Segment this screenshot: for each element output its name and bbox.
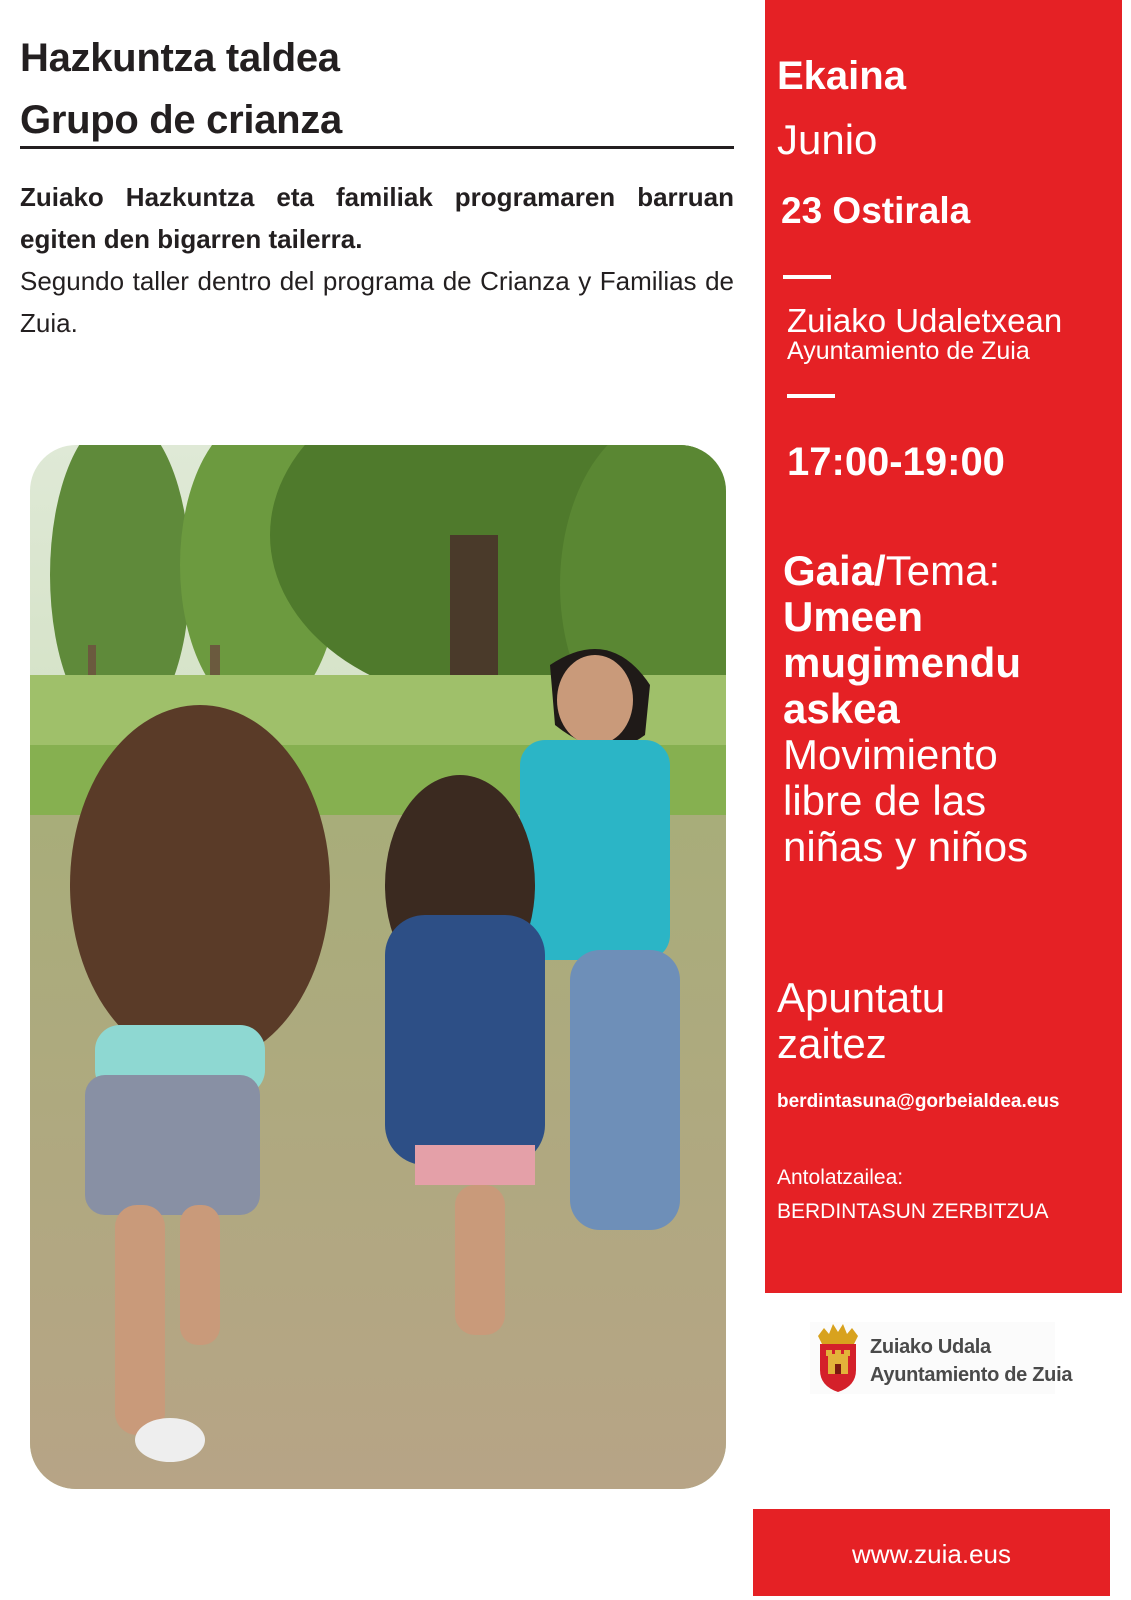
title-spanish: Grupo de crianza <box>20 98 342 142</box>
contact-email-link[interactable]: berdintasuna@gorbeialdea.eus <box>777 1091 1060 1112</box>
topic-basque-line: mugimendu <box>783 639 1021 686</box>
topic-spanish-line: niñas y niños <box>783 823 1029 870</box>
topic-label-spanish: Tema: <box>885 547 1001 594</box>
divider-dash <box>787 394 835 398</box>
title-basque: Hazkuntza taldea <box>20 36 340 80</box>
intro-spanish: Segundo taller dentro del programa de Crianza y Familias de Zuia. <box>20 266 734 338</box>
organizer-label: Antolatzailea: <box>777 1166 904 1189</box>
topic-block <box>783 548 1028 870</box>
event-info-panel <box>765 0 1122 1293</box>
logo-line-basque: Zuiako Udala <box>870 1336 991 1358</box>
intro-basque: Zuiako Hazkuntza eta familiak programaren barruan egiten den bigarren tailerra. <box>20 182 734 254</box>
month-basque: Ekaina <box>777 54 906 98</box>
topic-basque-line: Umeen <box>783 593 924 640</box>
topic-basque-line: askea <box>783 685 900 732</box>
event-date: 23 Ostirala <box>781 190 971 231</box>
organizer-name: BERDINTASUN ZERBITZUA <box>777 1200 1049 1223</box>
signup-line: Apuntatu <box>777 974 946 1021</box>
topic-label <box>783 548 1028 594</box>
children-running-photo <box>30 445 726 1489</box>
footer-bar <box>753 1509 1110 1596</box>
divider-dash <box>783 275 831 279</box>
signup-line: zaitez <box>777 1020 887 1067</box>
coat-of-arms-icon <box>810 1322 866 1394</box>
zuia-council-logo <box>810 1322 1073 1394</box>
month-spanish: Junio <box>777 116 878 163</box>
signup-heading <box>777 975 945 1067</box>
event-time: 17:00-19:00 <box>787 440 1005 484</box>
topic-spanish-line: Movimiento <box>783 731 998 778</box>
topic-spanish-line: libre de las <box>783 777 987 824</box>
place-spanish: Ayuntamiento de Zuia <box>787 337 1030 365</box>
title-divider <box>20 146 734 149</box>
topic-label-basque: Gaia/ <box>783 547 886 594</box>
place-basque: Zuiako Udaletxean <box>787 302 1063 339</box>
intro-text <box>20 176 734 344</box>
logo-line-spanish: Ayuntamiento de Zuia <box>870 1364 1073 1386</box>
website-link[interactable]: www.zuia.eus <box>852 1539 1011 1569</box>
